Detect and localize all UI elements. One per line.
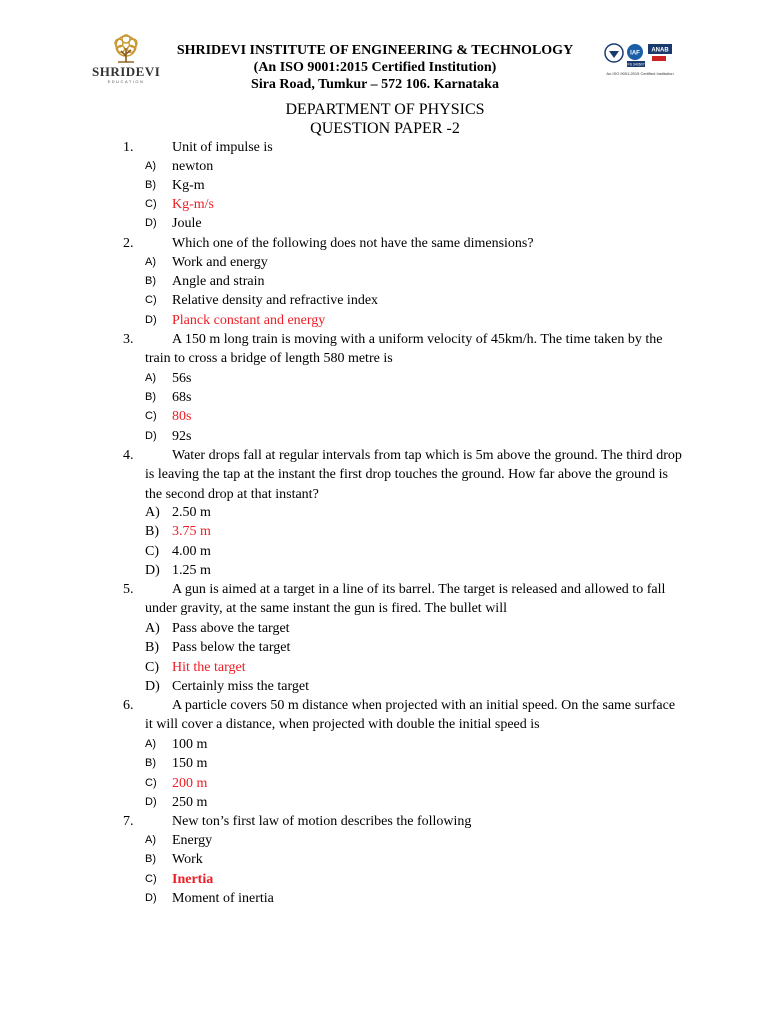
option-3a xyxy=(0,369,768,388)
option-letter: A) xyxy=(145,738,156,750)
question-text: Unit of impulse is xyxy=(172,140,273,155)
correct-option-text: Hit the target xyxy=(172,660,246,675)
option-3b xyxy=(0,388,768,407)
option-text: Work and energy xyxy=(172,255,268,270)
question-number: 4. xyxy=(123,448,134,463)
option-1b xyxy=(0,176,768,195)
option-letter: C) xyxy=(145,660,159,675)
option-letter: C) xyxy=(145,410,157,422)
question-text: A particle covers 50 m distance when projected with an initial speed. On the same surface it will cover a distance, when projected with double the initial speed is xyxy=(145,698,676,733)
option-2b xyxy=(0,272,768,291)
option-text: 68s xyxy=(172,390,192,405)
cert-caption: An ISO 9001:2015 Certified Institution xyxy=(606,71,674,76)
institute-header xyxy=(170,42,580,93)
option-text: Joule xyxy=(172,216,202,231)
option-letter: A) xyxy=(145,372,156,384)
department-name: DEPARTMENT OF PHYSICS xyxy=(285,101,485,118)
option-text: Moment of inertia xyxy=(172,891,274,906)
question-text: A gun is aimed at a target in a line of its barrel. The target is released and allowed to fall under gravity, at the same instant the gun is fired. The bullet will xyxy=(145,582,666,617)
option-text: Work xyxy=(172,852,203,867)
option-text: Certainly miss the target xyxy=(172,679,309,694)
option-text: Kg-m xyxy=(172,178,205,193)
shridevi-logo xyxy=(92,34,160,90)
option-7c xyxy=(0,870,768,889)
paper-title: QUESTION PAPER -2 xyxy=(310,120,460,137)
option-letter: D) xyxy=(145,430,157,442)
option-letter: B) xyxy=(145,640,159,655)
option-7b xyxy=(0,850,768,869)
option-letter: B) xyxy=(145,853,156,865)
option-text: 92s xyxy=(172,429,192,444)
option-letter: A) xyxy=(145,256,156,268)
option-6a xyxy=(0,735,768,754)
option-6c xyxy=(0,774,768,793)
option-6b xyxy=(0,754,768,773)
option-letter: C) xyxy=(145,544,159,559)
department-title-block xyxy=(170,100,600,138)
option-2a xyxy=(0,253,768,272)
option-letter: D) xyxy=(145,314,157,326)
question-number: 3. xyxy=(123,332,134,347)
option-letter: A) xyxy=(145,160,156,172)
option-4c xyxy=(0,542,768,561)
option-1c xyxy=(0,195,768,214)
option-letter: D) xyxy=(145,892,157,904)
option-letter: D) xyxy=(145,217,157,229)
option-text: 4.00 m xyxy=(172,544,211,559)
option-letter: C) xyxy=(145,294,157,306)
tree-emblem-icon xyxy=(92,34,160,66)
certification-line: (An ISO 9001:2015 Certified Institution) xyxy=(253,60,497,75)
option-letter: C) xyxy=(145,777,157,789)
option-3c xyxy=(0,407,768,426)
logo-wordmark: SHRIDEVI xyxy=(92,64,161,79)
logo-tagline: EDUCATION xyxy=(107,79,145,84)
option-2d xyxy=(0,311,768,330)
option-text: 2.50 m xyxy=(172,505,211,520)
svg-text:FS 343607: FS 343607 xyxy=(627,62,645,67)
option-3d xyxy=(0,427,768,446)
option-letter: A) xyxy=(145,834,156,846)
option-text: 1.25 m xyxy=(172,563,211,578)
option-text: Angle and strain xyxy=(172,274,265,289)
option-5d xyxy=(0,677,768,696)
question-number: 2. xyxy=(123,236,134,251)
question-number: 5. xyxy=(123,582,134,597)
option-1d xyxy=(0,214,768,233)
option-7a xyxy=(0,831,768,850)
option-letter: B) xyxy=(145,275,156,287)
address-line: Sira Road, Tumkur – 572 106. Karnataka xyxy=(251,77,499,92)
option-7d xyxy=(0,889,768,908)
option-text: Pass above the target xyxy=(172,621,290,636)
option-letter: D) xyxy=(145,796,157,808)
question-number: 6. xyxy=(123,698,134,713)
question-text: A 150 m long train is moving with a uniform velocity of 45km/h. The time taken by the train to cross a bridge of length 580 metre is xyxy=(145,332,663,367)
option-6d xyxy=(0,793,768,812)
option-text: 150 m xyxy=(172,756,208,771)
option-5a xyxy=(0,619,768,638)
question-text: New ton’s first law of motion describes the following xyxy=(172,814,472,829)
certification-badges-icon xyxy=(603,40,677,70)
option-letter: B) xyxy=(145,179,156,191)
correct-option-text: Inertia xyxy=(172,872,214,887)
option-text: newton xyxy=(172,159,214,174)
correct-option-text: 200 m xyxy=(172,776,208,791)
correct-option-text: Planck constant and energy xyxy=(172,313,326,328)
option-letter: A) xyxy=(145,505,160,520)
option-2c xyxy=(0,291,768,310)
option-letter: B) xyxy=(145,391,156,403)
option-5b xyxy=(0,638,768,657)
question-number: 1. xyxy=(123,140,134,155)
option-letter: A) xyxy=(145,621,160,636)
option-5c xyxy=(0,658,768,677)
option-letter: D) xyxy=(145,563,160,578)
option-text: Energy xyxy=(172,833,213,848)
question-text: Water drops fall at regular intervals from tap which is 5m above the ground. The third drop is leaving the tap at the instant the first drop touches the ground. How far above the ground is the second drop at that instant? xyxy=(145,448,682,502)
option-letter: B) xyxy=(145,524,159,539)
question-number: 7. xyxy=(123,814,134,829)
certification-logos xyxy=(603,40,677,80)
question-text: Which one of the following does not have the same dimensions? xyxy=(172,236,534,251)
option-letter: B) xyxy=(145,757,156,769)
option-1a xyxy=(0,157,768,176)
option-4a xyxy=(0,503,768,522)
option-text: 250 m xyxy=(172,795,208,810)
correct-option-text: Kg-m/s xyxy=(172,197,214,212)
option-text: 100 m xyxy=(172,737,208,752)
option-4d xyxy=(0,561,768,580)
option-letter: D) xyxy=(145,679,160,694)
institute-name: SHRIDEVI INSTITUTE OF ENGINEERING & TECHNOLOGY xyxy=(176,43,574,58)
option-text: Relative density and refractive index xyxy=(172,293,379,308)
correct-option-text: 80s xyxy=(172,409,192,424)
svg-text:IAF: IAF xyxy=(630,50,640,57)
svg-text:ANAB: ANAB xyxy=(651,47,669,54)
option-letter: C) xyxy=(145,873,157,885)
option-4b xyxy=(0,522,768,541)
correct-option-text: 3.75 m xyxy=(172,524,211,539)
option-letter: C) xyxy=(145,198,157,210)
option-text: 56s xyxy=(172,371,192,386)
option-text: Pass below the target xyxy=(172,640,291,655)
